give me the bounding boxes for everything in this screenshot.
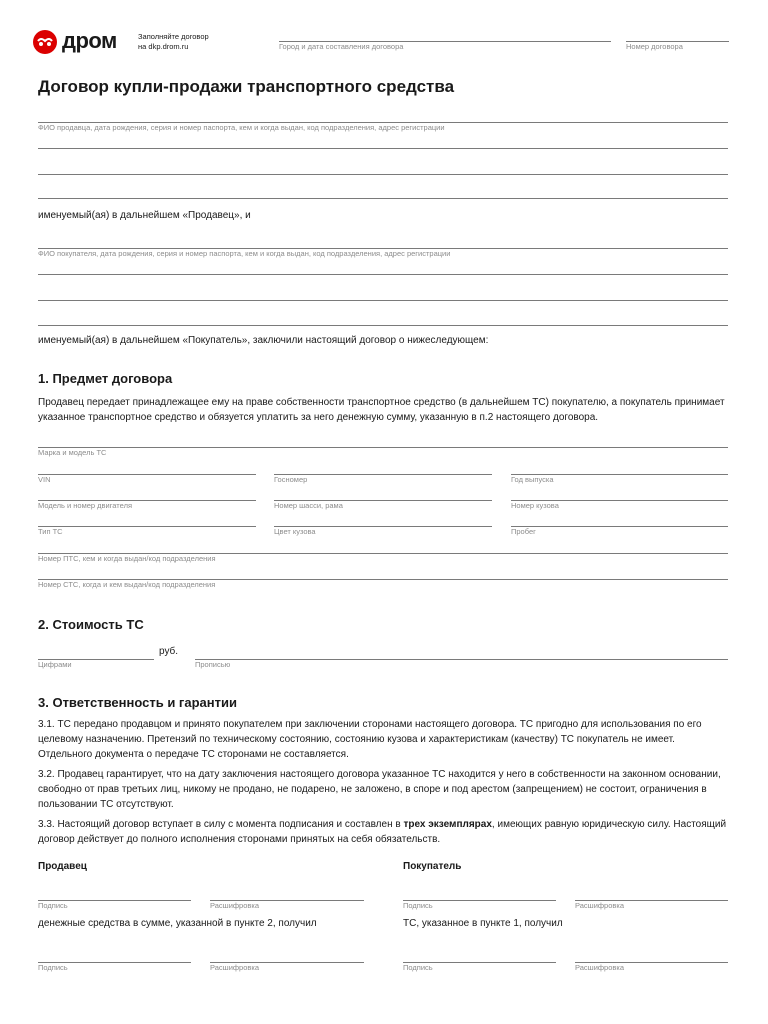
buyer-received-text: ТС, указанное в пункте 1, получил xyxy=(403,918,563,929)
vin-caption: VIN xyxy=(38,475,51,484)
section1-text: Продавец передает принадлежащее ему на праве собственности транспортное средство (в дальнейшем ТС) покупателю, а покупатель принимает указанное транспортное средство и обязуется уплатить за него денежную сумму, указанную в п.2 настоящего договора. xyxy=(38,397,725,423)
mileage-line[interactable] xyxy=(511,526,728,527)
brand-model-line[interactable] xyxy=(38,447,728,448)
seller-decode-caption: Расшифровка xyxy=(210,901,259,910)
vin-line[interactable] xyxy=(38,474,256,475)
buyer-decode-caption: Расшифровка xyxy=(575,901,624,910)
buyer-received-sign-caption: Подпись xyxy=(403,963,433,972)
section1-heading: 1. Предмет договора xyxy=(38,371,173,386)
drom-logo-icon xyxy=(32,29,58,55)
mileage-caption: Пробег xyxy=(511,527,536,536)
section2-heading: 2. Стоимость ТС xyxy=(38,617,144,632)
plate-caption: Госномер xyxy=(274,475,308,484)
page-title: Договор купли-продажи транспортного средства xyxy=(38,77,455,96)
seller-line-3[interactable] xyxy=(38,174,728,175)
contract-number-caption: Номер договора xyxy=(626,42,683,51)
chassis-caption: Номер шасси, рама xyxy=(274,501,343,510)
section3-p3-start: 3.3. Настоящий договор вступает в силу с момента подписания и составлен в xyxy=(38,819,404,830)
fill-note-line2: на dkp.drom.ru xyxy=(138,42,189,51)
buyer-caption: ФИО покупателя, дата рождения, серия и номер паспорта, кем и когда выдан, код подразделения, адрес регистрации xyxy=(38,249,451,258)
seller-line-4[interactable] xyxy=(38,198,728,199)
price-digits-caption: Цифрами xyxy=(38,660,72,669)
seller-line-2[interactable] xyxy=(38,148,728,149)
buyer-sign-caption: Подпись xyxy=(403,901,433,910)
type-caption: Тип ТС xyxy=(38,527,63,536)
buyer-signature-heading: Покупатель xyxy=(403,861,462,872)
sts-caption: Номер СТС, когда и кем выдан/код подразделения xyxy=(38,580,216,589)
currency-label: руб. xyxy=(159,646,179,657)
type-line[interactable] xyxy=(38,526,256,527)
buyer-line-2[interactable] xyxy=(38,274,728,275)
fill-note-line1: Заполняйте договор xyxy=(138,32,209,41)
pts-caption: Номер ПТС, кем и когда выдан/код подразделения xyxy=(38,554,216,563)
buyer-line-4[interactable] xyxy=(38,325,728,326)
body-number-caption: Номер кузова xyxy=(511,501,559,510)
seller-signature-heading: Продавец xyxy=(38,861,87,872)
seller-received-decode-caption: Расшифровка xyxy=(210,963,259,972)
section3-p2: 3.2. Продавец гарантирует, что на дату заключения настоящего договора указанное ТС находится у него в собственности на законном основании, свободно от прав третьих лиц, никому не продано, не подарено, не заложено, в споре и под арестом (запрещением) не состоит, ограничения в пользовании ТС отсутствуют. xyxy=(38,769,721,810)
fill-note xyxy=(138,32,209,52)
section3-p3-end: , имеющих равную юридическую силу. Настоящий договор действует до полного исполнения сторонами принятых на себя обязательств. xyxy=(38,819,727,845)
logo xyxy=(32,28,142,56)
seller-received-text: денежные средства в сумме, указанной в пункте 2, получил xyxy=(38,918,317,929)
section3-heading: 3. Ответственность и гарантии xyxy=(38,695,237,710)
section3-p3-bold: трех экземплярах xyxy=(403,819,492,830)
logo-text: дром xyxy=(62,28,117,53)
engine-caption: Модель и номер двигателя xyxy=(38,501,133,510)
city-date-caption: Город и дата составления договора xyxy=(279,42,404,51)
seller-received-sign-caption: Подпись xyxy=(38,963,68,972)
buyer-line-3[interactable] xyxy=(38,300,728,301)
seller-caption: ФИО продавца, дата рождения, серия и номер паспорта, кем и когда выдан, код подразделения, адрес регистрации xyxy=(38,123,445,132)
color-caption: Цвет кузова xyxy=(274,527,316,536)
price-words-caption: Прописью xyxy=(195,660,231,669)
seller-named-text: именуемый(ая) в дальнейшем «Продавец», и xyxy=(38,210,251,221)
brand-model-caption: Марка и модель ТС xyxy=(38,448,107,457)
buyer-received-decode-caption: Расшифровка xyxy=(575,963,624,972)
seller-sign-caption: Подпись xyxy=(38,901,68,910)
buyer-named-text: именуемый(ая) в дальнейшем «Покупатель», заключили настоящий договор о нижеследующем: xyxy=(38,335,489,346)
section3-p3 xyxy=(38,817,728,847)
year-caption: Год выпуска xyxy=(511,475,554,484)
price-words-line[interactable] xyxy=(195,659,728,660)
section3-p1: 3.1. ТС передано продавцом и принято покупателем при заключении сторонами настоящего договора. ТС пригодно для использования по его целевому назначению. Претензий по техническому состоянию, состоянию кузова и характеристикам (качеству) ТС покупатель не имеет. Отдельного документа о передаче ТС сторонами не составляется. xyxy=(38,719,702,760)
